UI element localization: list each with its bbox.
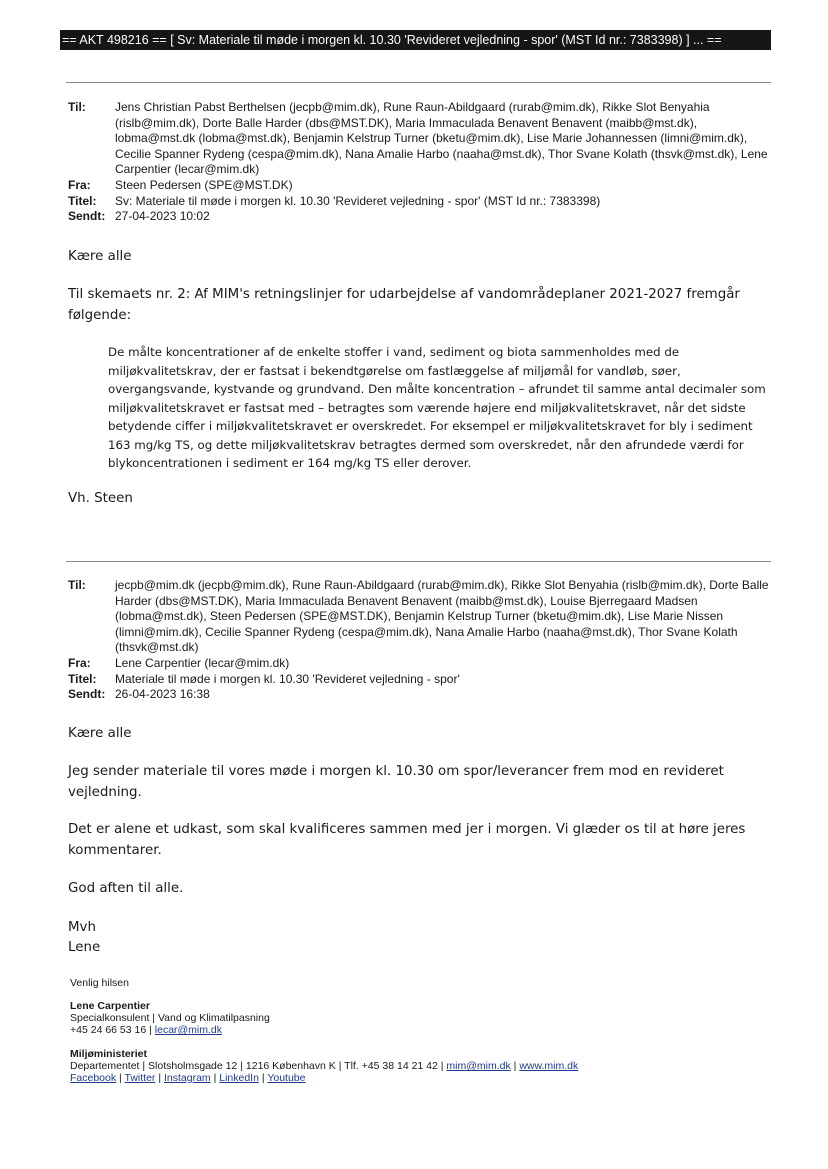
email1-from: Steen Pedersen (SPE@MST.DK) [115, 177, 293, 192]
signature-block [70, 1000, 270, 1036]
email2-sent: 26-04-2023 16:38 [115, 687, 210, 702]
email2-header [68, 578, 778, 703]
document-banner: == AKT 498216 == [ Sv: Materiale til møde i morgen kl. 10.30 'Revideret vejledning - spor' (MST Id nr.: 7383398) ] ... == [60, 30, 771, 50]
org-address: Departementet | Slotsholmsgade 12 | 1216 København K | Tlf. +45 38 14 21 42 | [70, 1060, 447, 1072]
email1-greeting: Kære alle [68, 249, 132, 264]
email1-sent: 27-04-2023 10:02 [115, 209, 210, 224]
title-label: Titel: [68, 671, 97, 686]
email2-signoff1: Mvh [68, 920, 96, 935]
email2-from: Lene Carpentier (lecar@mim.dk) [115, 655, 290, 670]
signature-role: Specialkonsulent | Vand og Klimatilpasning [70, 1012, 270, 1024]
facebook-link[interactable]: Facebook [70, 1072, 117, 1084]
title-label: Titel: [68, 193, 97, 208]
instagram-link[interactable]: Instagram [163, 1072, 211, 1084]
youtube-link[interactable]: Youtube [267, 1072, 306, 1084]
email2-para2: Det er alene et udkast, som skal kvalificeres sammen med jer i morgen. Vi glæder os til at høre jeres kommentarer. [68, 822, 746, 858]
email2-para1: Jeg sender materiale til vores møde i morgen kl. 10.30 om spor/leverancer frem mod en revideret vejledning. [68, 764, 724, 800]
email2-para3: God aften til alle. [68, 881, 184, 896]
email2-title: Materiale til møde i morgen kl. 10.30 'Revideret vejledning - spor' [115, 671, 460, 686]
linkedin-link[interactable]: LinkedIn [219, 1072, 259, 1084]
email2-signoff2: Lene [68, 940, 101, 955]
to-label: Til: [68, 100, 86, 114]
email1-intro: Til skemaets nr. 2: Af MIM's retningslinjer for udarbejdelse af vandområdeplaner 2021-2027 fremgår følgende: [68, 287, 740, 323]
signature-name: Lene Carpentier [70, 1000, 150, 1012]
org-name: Miljøministeriet [70, 1048, 148, 1060]
signature-phone: +45 24 66 53 16 | [70, 1024, 155, 1036]
email1-signoff: Vh. Steen [68, 491, 133, 506]
from-label: Fra: [68, 177, 91, 192]
email1-header [68, 100, 778, 225]
email1-to: Jens Christian Pabst Berthelsen (jecpb@mim.dk), Rune Raun-Abildgaard (rurab@mim.dk), Rikke Slot Benyahia (rislb@mim.dk), Dorte Balle Harder (dbs@MST.DK), Maria Immaculada Benavent Benavent (maibb@mst.dk), lobma@mst.dk (lobma@mst.dk), Benjamin Kelstrup Turner (bketu@mim.dk), Lise Marie Johannessen (limni@mim.dk), Cecilie Spanner Rydeng (cespa@mim.dk), Nana Amalie Harbo (naaha@mst.dk), Thor Svane Kolath (thsvk@mst.dk), Lene Carpentier (lecar@mim.dk) [115, 100, 768, 177]
signature-email-link[interactable]: lecar@mim.dk [154, 1024, 223, 1036]
email1-quote: De målte koncentrationer af de enkelte stoffer i vand, sediment og biota sammenholdes med de miljøkvalitetskrav, der er fastsat i bekendtgørelse om fastlæggelse af miljømål for vandløb, søer, overgangsvande, kystvande og grundvand. Den målte koncentration – afrundet til samme antal decimaler som miljøkvalitetskravet er fastsat med – betragtes som værende højere end miljøkvalitetskravet, når det sidste betydende ciffer i miljøkvalitetskravet er overskredet. For eksempel er miljøkvalitetskravet for bly i sediment 163 mg/kg TS, og dette miljøkvalitetskrav betragtes dermed som overskredet, når den afrundede værdi for blykoncentrationen i sediment er 164 mg/kg TS eller derover. [108, 345, 766, 470]
twitter-link[interactable]: Twitter [124, 1072, 156, 1084]
signature-regards: Venlig hilsen [70, 977, 129, 989]
from-label: Fra: [68, 655, 91, 670]
org-block: Miljøministeriet Departementet | Slotsholmsgade 12 | 1216 København K | Tlf. +45 38 14 21 42 | mim@mim.dk | www.mim.dk Facebook | Twitter | Instagram | LinkedIn | Youtube [70, 1048, 579, 1084]
to-label: Til: [68, 578, 86, 592]
email2-to: jecpb@mim.dk (jecpb@mim.dk), Rune Raun-Abildgaard (rurab@mim.dk), Rikke Slot Benyahia (rislb@mim.dk), Dorte Balle Harder (dbs@MST.DK), Maria Immaculada Benavent Benavent (maibb@mst.dk), Louise Bjerregaard Madsen (lobma@mst.dk), Steen Pedersen (SPE@MST.DK), Benjamin Kelstrup Turner (bketu@mim.dk), Lise Marie Nissen (limni@mim.dk), Cecilie Spanner Rydeng (cespa@mim.dk), Nana Amalie Harbo (naaha@mst.dk), Thor Svane Kolath (thsvk@mst.dk) [115, 578, 769, 655]
org-email-link[interactable]: mim@mim.dk [446, 1060, 511, 1072]
sent-label: Sendt: [68, 687, 106, 702]
divider [66, 82, 771, 83]
email2-greeting: Kære alle [68, 726, 132, 741]
divider [66, 561, 771, 562]
website-link[interactable]: www.mim.dk [519, 1060, 579, 1072]
separator: | [510, 1060, 520, 1072]
sent-label: Sendt: [68, 209, 106, 224]
email1-title: Sv: Materiale til møde i morgen kl. 10.30 'Revideret vejledning - spor' (MST Id nr.: 7383398) [115, 193, 601, 208]
